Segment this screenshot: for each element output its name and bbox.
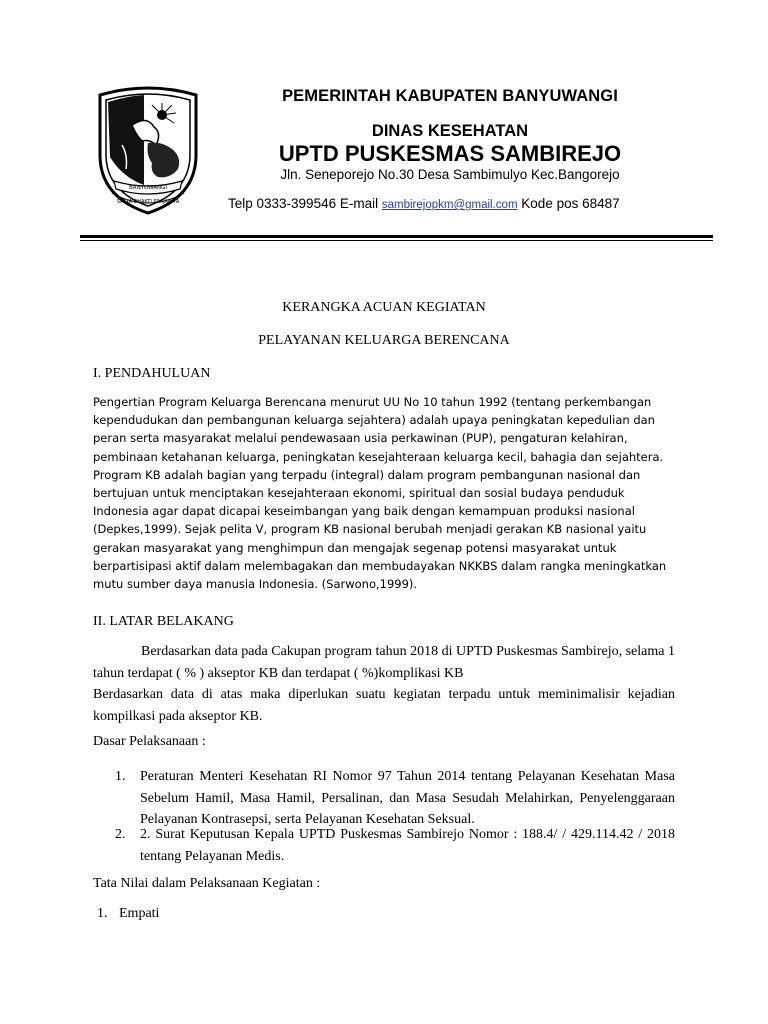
section-heading-pendahuluan: I. PENDAHULUAN xyxy=(93,366,211,381)
letterhead-divider-thick xyxy=(80,235,713,238)
list-item-number: 1. xyxy=(97,906,108,921)
section-heading-latar-belakang: II. LATAR BELAKANG xyxy=(93,614,234,629)
letterhead-department: DINAS KESEHATAN xyxy=(371,122,529,140)
paragraph-line: bertujuan untuk menciptakan kesejahteraan ekonomi, spiritual dan sosial budaya penduduk xyxy=(93,486,625,501)
paragraph-line: (Depkes,1999). Sejak pelita V, program KB nasional berubah menjadi gerakan KB nasional yaitu xyxy=(93,522,647,537)
document-subtitle: PELAYANAN KELUARGA BERENCANA xyxy=(258,333,510,348)
paragraph-line: Program KB adalah bagian yang terpadu (integral) dalam program pembangunan nasional dan xyxy=(93,467,641,482)
paragraph-line: Pengertian Program Keluarga Berencana menurut UU No 10 tahun 1992 (tentang perkembangan xyxy=(93,395,652,409)
list-item-text: Empati xyxy=(119,906,160,921)
document-title: KERANGKA ACUAN KEGIATAN xyxy=(282,300,486,315)
pendahuluan-paragraph xyxy=(93,393,693,593)
svg-text:SATYA BHAKTI PRAJAHITA: SATYA BHAKTI PRAJAHITA xyxy=(116,199,180,205)
letterhead-address: Jln. Seneporejo No.30 Desa Sambimulyo Kec.Bangorejo xyxy=(280,167,620,182)
postal-code: Kode pos 68487 xyxy=(521,196,620,211)
list-item-text: 2. Surat Keputusan Kepala UPTD Puskesmas Sambirejo Nomor : 188.4/ / 429.114.42 / 2018 tentang Pelayanan Medis. xyxy=(140,827,675,864)
latar-paragraph-2: Berdasarkan data di atas maka diperlukan suatu kegiatan terpadu untuk meminimalisir kejadian kompilkasi pada akseptor KB. xyxy=(93,687,675,724)
list-item-number: 2. xyxy=(115,827,126,842)
email-link[interactable]: sambirejopkm@gmail.com xyxy=(381,199,518,211)
paragraph-line: pembinaan ketahanan keluarga, peningkatan kesejahteraan keluarga kecil, bahagia dan sejahtera. xyxy=(93,449,664,464)
paragraph-line: peran serta masyarakat melalui pendewasaan usia perkawinan (PUP), pengaturan kelahiran, xyxy=(93,431,628,446)
svg-text:BANYUWANGI: BANYUWANGI xyxy=(129,185,167,191)
list-item xyxy=(93,766,675,831)
latar-belakang-paragraph xyxy=(93,641,675,727)
letterhead-government: PEMERINTAH KABUPATEN BANYUWANGI xyxy=(282,87,618,105)
banyuwangi-regency-emblem-icon xyxy=(92,85,204,217)
paragraph-line: berpartisipasi aktif dalam melembagakan dan membudayakan NKKBS dalam rangka meningkatkan xyxy=(93,558,667,573)
paragraph-line: kependudukan dan pembangunan keluarga sejahtera) adalah upaya peningkatan kepedulian dan xyxy=(93,413,655,428)
dasar-pelaksanaan-label: Dasar Pelaksanaan : xyxy=(93,734,206,749)
list-item-text: Peraturan Menteri Kesehatan RI Nomor 97 Tahun 2014 tentang Pelayanan Kesehatan Masa Sebelum Hamil, Masa Hamil, Persalinan, dan Masa Sesudah Melahirkan, Penyelenggaraan Pelayanan Kontrasepsi, serta Pelayanan Kesehatan Seksual. xyxy=(140,769,675,827)
letterhead-divider-thin xyxy=(80,240,713,241)
list-item xyxy=(97,906,159,922)
latar-paragraph-1: Berdasarkan data pada Cakupan program tahun 2018 di UPTD Puskesmas Sambirejo, selama 1 tahun terdapat ( % ) akseptor KB dan terdapat ( %)komplikasi KB xyxy=(93,644,675,681)
list-item xyxy=(93,824,675,867)
paragraph-line: gerakan masyarakat yang menghimpun dan mengajak segenap potensi masyarakat untuk xyxy=(93,540,617,555)
letterhead-unit: UPTD PUSKESMAS SAMBIREJO xyxy=(278,141,622,166)
paragraph-line: mutu sumber daya manusia Indonesia. (Sarwono,1999). xyxy=(93,577,418,592)
list-item-number: 1. xyxy=(115,769,126,784)
telp-email-label: Telp 0333-399546 E-mail xyxy=(228,196,379,211)
letterhead-contact xyxy=(228,196,620,211)
tata-nilai-label: Tata Nilai dalam Pelaksanaan Kegiatan : xyxy=(93,876,321,891)
paragraph-line: Indonesia agar dapat dicapai keseimbangan yang baik dengan kemampuan produksi nasional xyxy=(93,504,635,519)
